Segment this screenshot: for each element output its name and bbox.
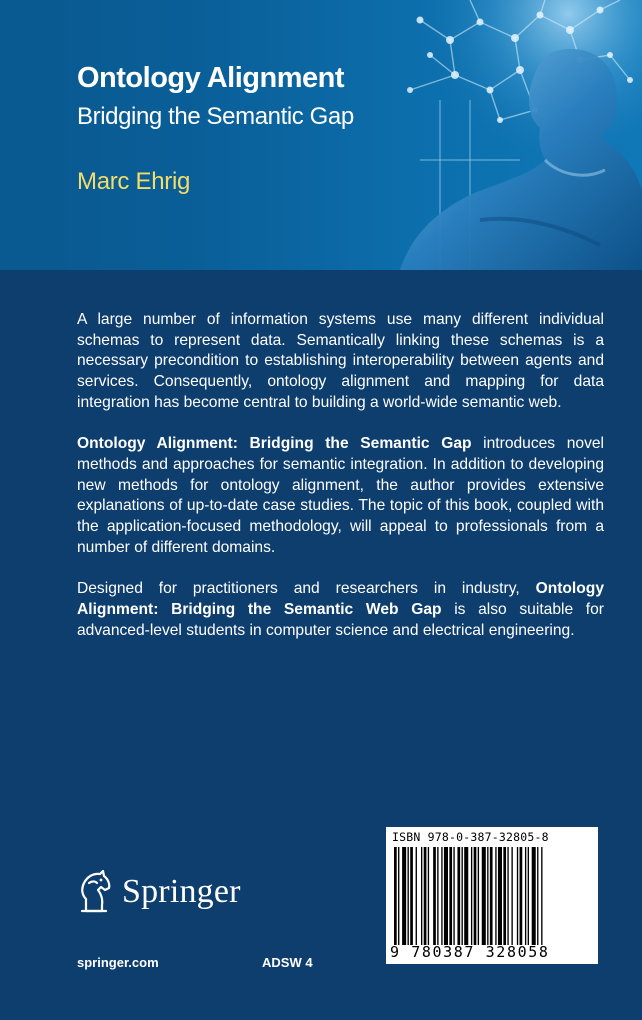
blurb-paragraph-2: [77, 434, 604, 558]
book-subtitle: Bridging the Semantic Gap: [77, 103, 354, 130]
publisher-name: Springer: [122, 873, 241, 910]
barcode-bar: [424, 847, 427, 945]
book-title: Ontology Alignment: [77, 62, 345, 94]
barcode-bar: [433, 847, 436, 945]
barcode-digits: 9 780387 328058: [390, 943, 550, 961]
isbn-barcode: [386, 827, 598, 964]
barcode-bar: [520, 847, 523, 945]
barcode-bar: [517, 847, 518, 945]
barcode-bar: [437, 847, 438, 945]
barcode-bar: [444, 847, 448, 945]
springer-horse-icon: [76, 869, 114, 915]
blurb-paragraph-3-bold: Ontology Alignment: Bridging the Semantic Web Gap: [77, 580, 604, 618]
barcode-bar: [421, 847, 422, 945]
barcode-bar: [464, 847, 468, 945]
barcode-bar: [394, 847, 397, 945]
springer-logo: [76, 868, 241, 916]
blurb-paragraph-1: A large number of information systems use many different individual schemas to represent data. Semantically linking these schemas is a necessary precondition to establishing interoperability between agents and services. Consequently, ontology alignment and mapping for data integration has become central to building a world-wide semantic web.: [77, 311, 604, 411]
barcode-bar: [398, 847, 399, 945]
barcode-bar: [408, 847, 409, 945]
blurb-paragraph-2-bold: Ontology Alignment: Bridging the Semantic Gap: [77, 435, 472, 453]
header-illustration: [0, 0, 642, 270]
barcode-bar: [498, 847, 502, 945]
blurb-paragraph-3-text: is also suitable for advanced-level students in computer science and electrical engineering.: [77, 600, 604, 639]
barcode-bar: [453, 847, 454, 945]
barcode-bar: [410, 847, 413, 945]
cover-header: [0, 0, 642, 270]
barcode-bar: [537, 847, 538, 945]
barcode-bar: [541, 847, 542, 945]
blurb-paragraph-3-start: Designed for practitioners and researchers in industry,: [77, 580, 536, 598]
barcode-bar: [457, 847, 460, 945]
barcode-bar: [482, 847, 486, 945]
barcode-bar: [487, 847, 488, 945]
barcode-bar: [490, 847, 493, 945]
barcode-bar: [495, 847, 496, 945]
publisher-website: springer.com: [77, 955, 159, 970]
barcode-bar: [528, 847, 529, 945]
barcode-bar: [416, 847, 417, 945]
barcode-bar: [478, 847, 479, 945]
barcode-bar: [511, 847, 512, 945]
series-code: ADSW 4: [262, 955, 313, 970]
barcode-bar: [449, 847, 452, 945]
blurb-paragraph-3: [77, 579, 604, 641]
blurb-paragraph-2-text: introduces novel methods and approaches for semantic integration. In addition to developing new methods for ontology alignment, the author provides extensive explanations of up-to-date case studies. The topic of this book, coupled with the application-focused methodology, will appeal to professionals from a number of different domains.: [77, 435, 604, 556]
barcode-bar: [503, 847, 506, 945]
book-author: Marc Ehrig: [77, 168, 191, 195]
barcode-bar: [525, 847, 526, 945]
barcode-bar: [507, 847, 508, 945]
barcode-bar: [532, 847, 536, 945]
barcode-bar: [474, 847, 477, 945]
barcode-bar: [428, 847, 429, 945]
back-cover-blurb: [77, 310, 604, 662]
barcode-bar: [441, 847, 442, 945]
isbn-label: ISBN 978-0-387-32805-8: [392, 830, 549, 844]
barcode-bars: [394, 847, 590, 945]
barcode-bar: [471, 847, 472, 945]
barcode-bar: [402, 847, 406, 945]
barcode-bar: [462, 847, 463, 945]
